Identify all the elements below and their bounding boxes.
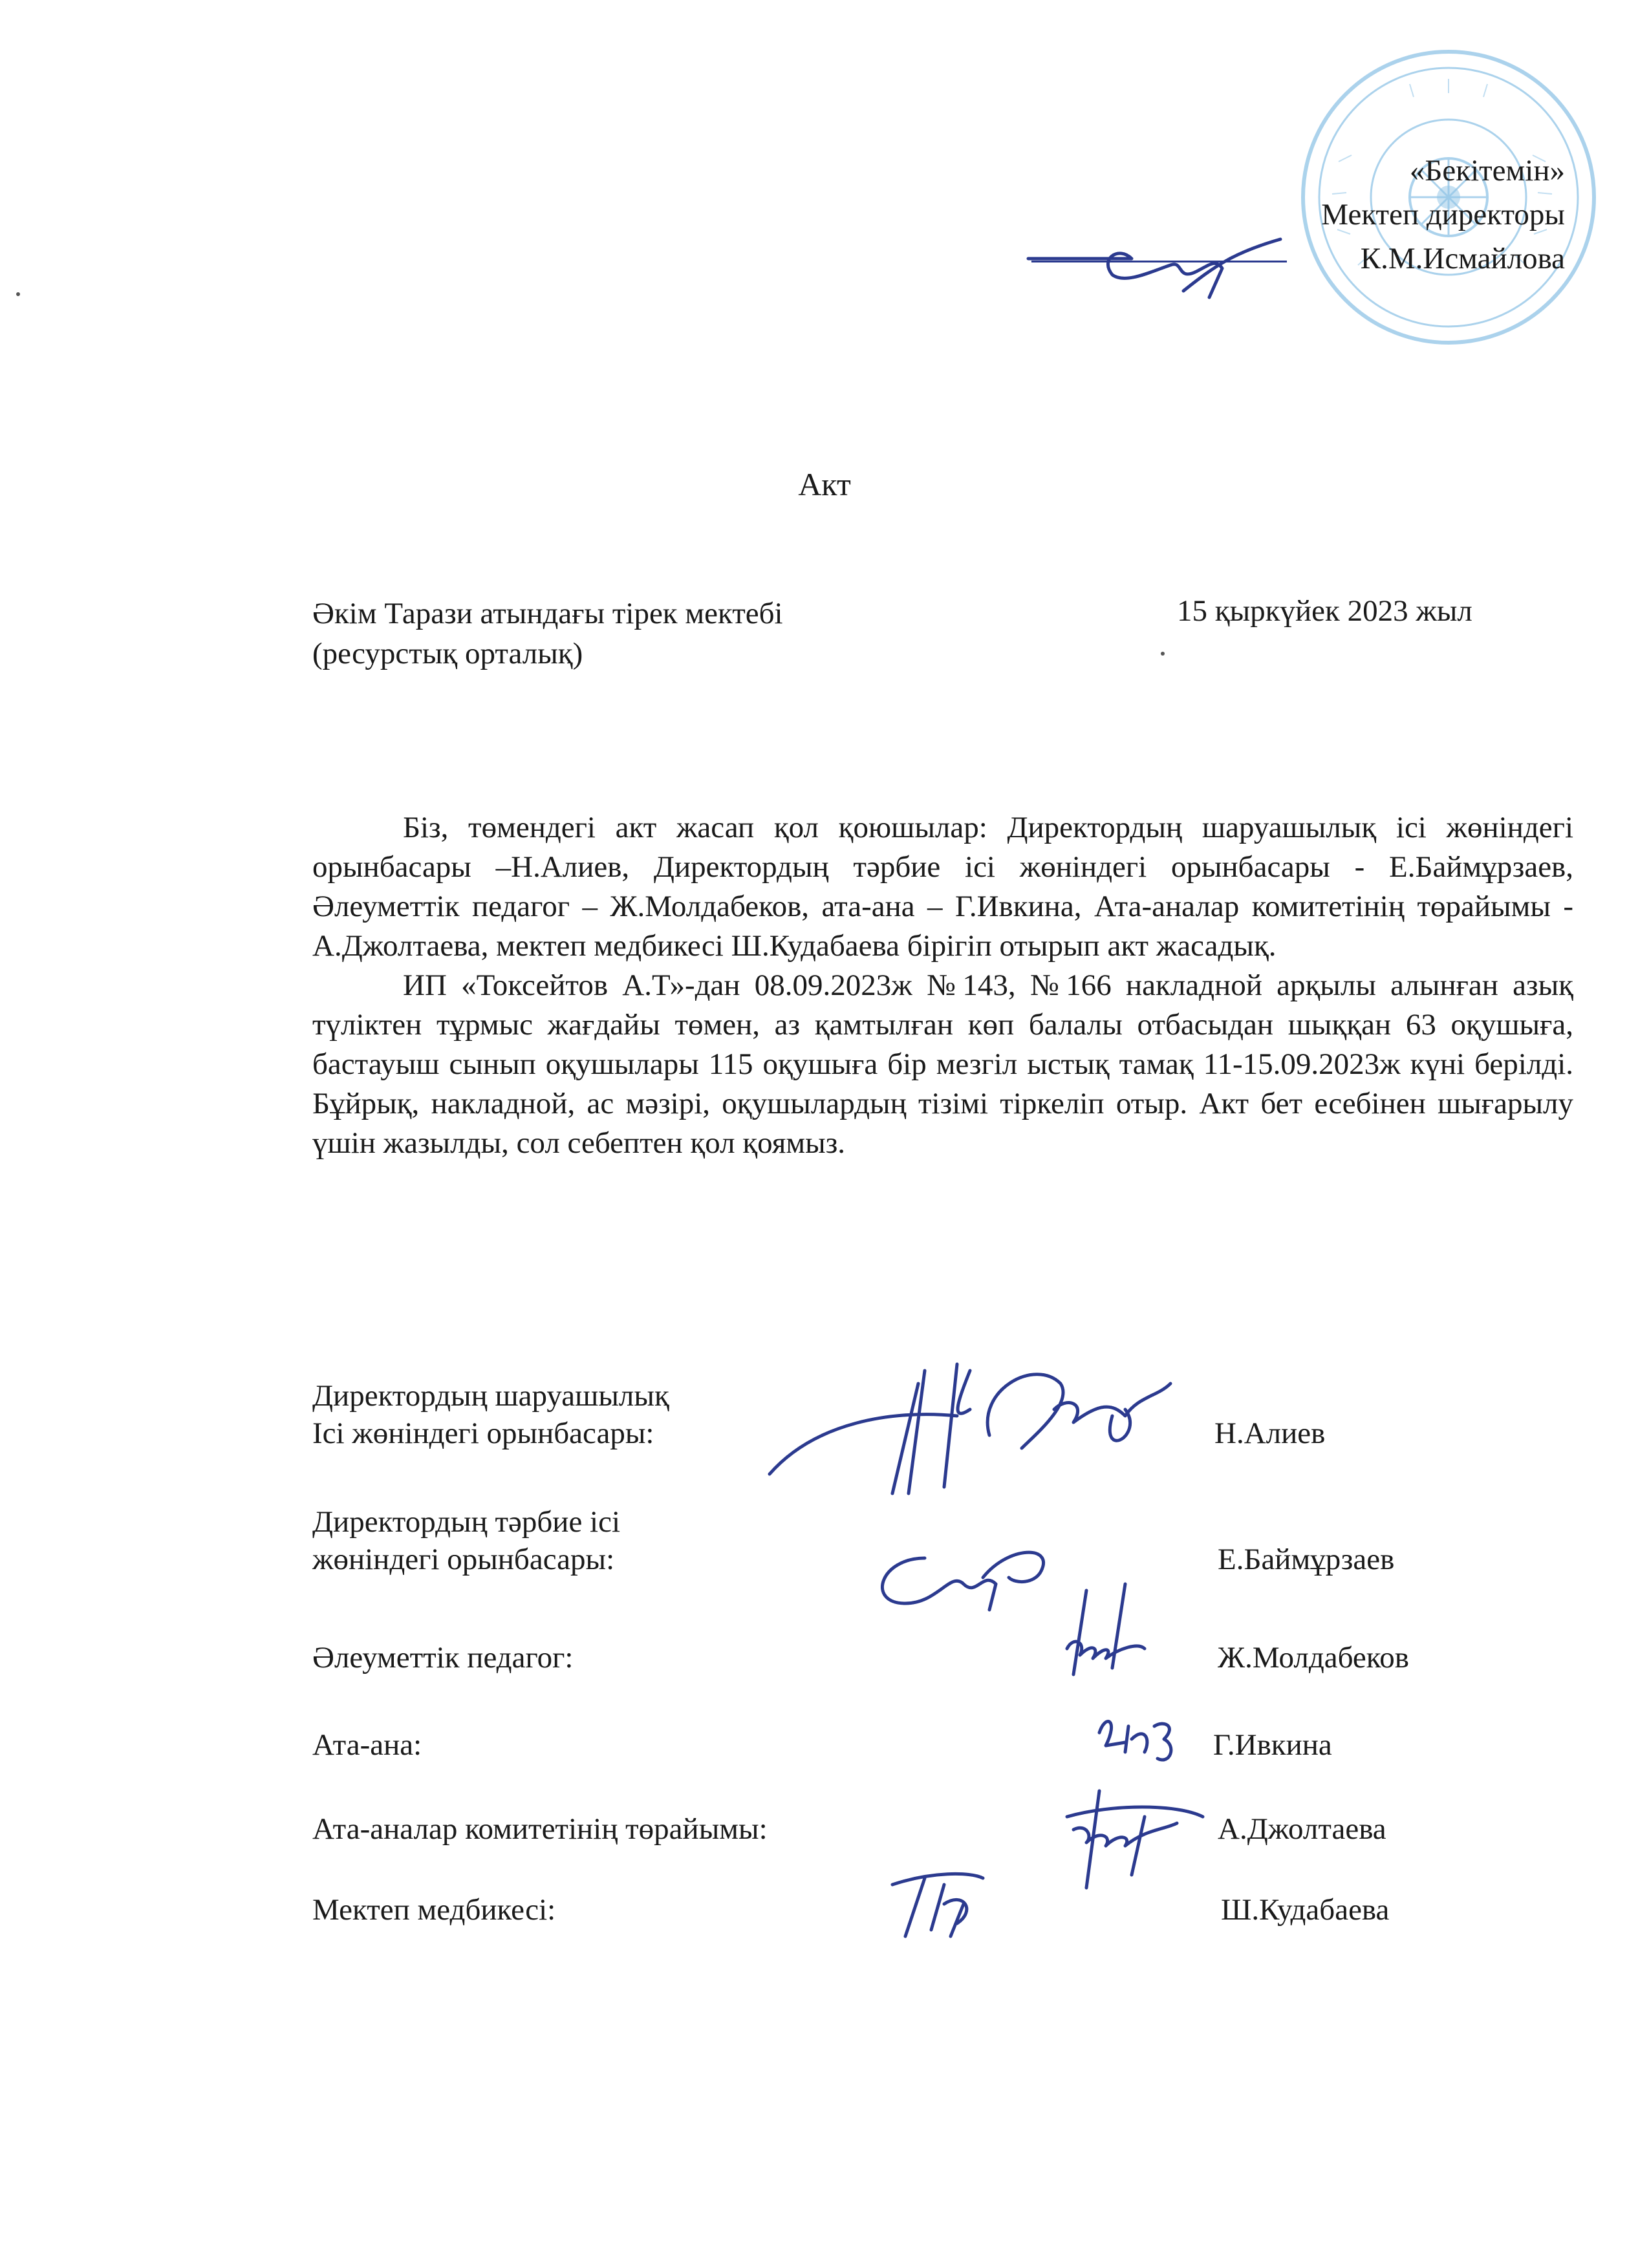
approval-director-name: К.М.Исмайлова <box>1360 242 1565 275</box>
document-body <box>312 808 1573 1163</box>
signature-kudabaeva <box>879 1865 996 1943</box>
signatory-name: Г.Ивкина <box>1213 1728 1332 1762</box>
signatory-position-line2: жөніндегі орынбасары: <box>312 1543 615 1576</box>
signatory-position: Мектеп медбикесі: <box>312 1893 556 1927</box>
scan-speck <box>1161 652 1165 656</box>
signature-ivkina <box>1093 1707 1196 1771</box>
signatory-name: Е.Баймұрзаев <box>1218 1543 1395 1576</box>
approval-block <box>1321 149 1565 281</box>
signature-moldabekov <box>1048 1578 1164 1694</box>
signatory-position: Ата-ана: <box>312 1728 422 1762</box>
body-paragraph-1: Біз, төмендегі акт жасап қол қоюшылар: Директордың шаруашылық ісі жөніндегі орынбасары –Н.Алиев, Директордың тәрбие ісі жөніндегі орынбасары - Е.Баймұрзаев, Әлеуметтік педагог – Ж.Молдабеков, ата-ана – Г.Ивкина, Ата-аналар комитетінің төрайымы - А.Джолтаева, мектеп медбикесі Ш.Кудабаева бірігіп отырып акт жасадық. <box>312 811 1573 963</box>
document-title: Акт <box>798 466 851 502</box>
signatory-row <box>312 1639 1606 1678</box>
signatory-row <box>312 1810 1606 1849</box>
signatory-name: Ш.Кудабаева <box>1221 1893 1390 1927</box>
document-date: 15 қыркүйек 2023 жыл <box>1177 594 1472 628</box>
director-signature <box>1022 220 1293 304</box>
signatory-position: Ата-аналар комитетінің төрайымы: <box>312 1812 768 1846</box>
signatory-name: А.Джолтаева <box>1218 1812 1386 1846</box>
signatory-name: Н.Алиев <box>1214 1417 1326 1450</box>
signature-aliev <box>763 1345 1183 1526</box>
scan-speck <box>16 292 20 296</box>
signatory-position-line1: Директордың шаруашылық <box>312 1379 669 1413</box>
school-name-line2: (ресурстық орталық) <box>312 637 583 670</box>
signatory-row <box>312 1726 1606 1765</box>
signatory-position: Әлеуметтік педагог: <box>312 1641 574 1674</box>
school-name-line1: Әкім Тарази атындағы тірек мектебі <box>312 597 783 630</box>
school-name <box>312 594 783 674</box>
body-paragraph-2: ИП «Токсейтов А.Т»-дан 08.09.2023ж №143, №166 накладной арқылы алынған азық түліктен тұрмыс жағдайы төмен, аз қамтылған көп балалы отбасыдан шыққан 63 оқушыға, бастауыш сынып оқушылары 115 оқушыға бір мезгіл ыстық тамақ 11-15.09.2023ж күні берілді. Бұйрық, накладной, ас мәзірі, оқушылардың тізімі тіркеліп отыр. Акт бет есебінен шығарылу үшін жазылды, сол себептен қол қоямыз. <box>312 968 1573 1160</box>
signatory-position <box>312 1503 620 1578</box>
signatory-position-line1: Директордың тәрбие ісі <box>312 1505 621 1539</box>
signatory-position <box>312 1377 669 1452</box>
signature-joltaeva <box>1048 1778 1216 1894</box>
signatory-name: Ж.Молдабеков <box>1218 1641 1409 1674</box>
signatory-position-line2: Ісі жөніндегі орынбасары: <box>312 1417 654 1450</box>
signature-baimurzaev <box>867 1532 1073 1616</box>
approval-heading: «Бекітемін» <box>1409 154 1565 187</box>
approval-position: Мектеп директоры <box>1321 198 1565 231</box>
